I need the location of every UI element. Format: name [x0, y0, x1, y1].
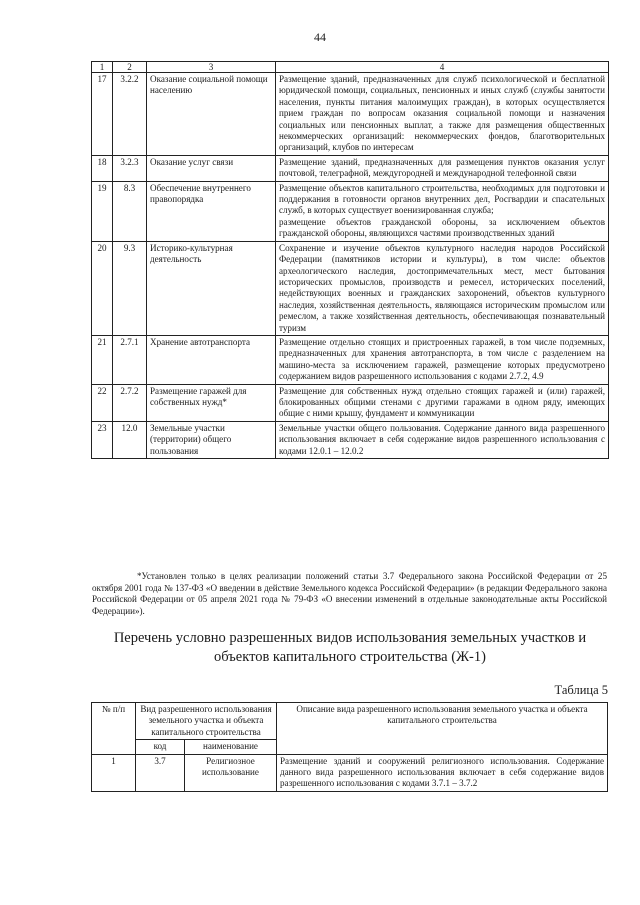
use-description: Сохранение и изучение объектов культурного наследия народов Российской Федерации (памятников истории и культуры), в том числе: объектов археологического наследия, достопримечательных мест, мест бытования исторических промыслов, производств и ремесел, исторических поселений, недействующих военных и гражданских захоронений, объектов культурного наследия, хозяйственная деятельность, являющаяся историческим промыслом или ремеслом, а также хозяйственная деятельность, обеспечивающая познавательный туризм [276, 241, 609, 335]
row-number: 18 [92, 155, 113, 181]
header-cell: 3 [147, 62, 276, 73]
use-description: Размещение зданий и сооружений религиозного использования. Содержание данного вида разрешенного использования включает в себя содержание видов разрешенного использования с кодами 3.7.1 – 3.7.2 [277, 754, 608, 791]
row-number: 20 [92, 241, 113, 335]
table-header-row [92, 62, 609, 73]
table-row [92, 155, 609, 181]
table-row [92, 754, 608, 791]
use-description: Размещение зданий, предназначенных для служб психологической и бесплатной юридической помощи, социальных, пенсионных и иных служб (службы занятости населения, пункты питания малоимущих граждан), в которых осуществляется прием граждан по вопросам оказания социальной помощи и назначения социальных или пенсионных выплат, а также для размещения общественных некоммерческих организаций: некоммерческих фондов, благотворительных организаций, клубов по интересам [276, 73, 609, 156]
use-name: Земельные участки (территории) общего пользования [147, 421, 276, 458]
row-number: 17 [92, 73, 113, 156]
use-description: Размещение для собственных нужд отдельно стоящих гаражей и (или) гаражей, блокированных общими стенами с другими гаражами в одном ряду, имеющих общие с ними крышу, фундамент и коммуникации [276, 384, 609, 421]
section-heading: Перечень условно разрешенных видов использования земельных участков и объектов капитального строительства (Ж-1) [113, 630, 587, 665]
use-description: Размещение отдельно стоящих и пристроенных гаражей, в том числе подземных, предназначенных для хранения автотранспорта, в том числе с разделением на машино-места за исключением гаражей, размещение которых предусмотрено содержанием видов разрешенного использования с кодами 2.7.2, 4.9 [276, 335, 609, 384]
use-code: 3.2.3 [113, 155, 147, 181]
header-use-type: Вид разрешенного использования земельного участка и объекта капитального строительства [136, 703, 277, 740]
row-number: 21 [92, 335, 113, 384]
use-name: Размещение гаражей для собственных нужд* [147, 384, 276, 421]
row-number: 1 [92, 754, 136, 791]
header-cell: 4 [276, 62, 609, 73]
table-caption: Таблица 5 [554, 683, 608, 697]
use-code: 3.7 [136, 754, 185, 791]
header-name: наименование [185, 740, 277, 754]
row-number: 23 [92, 421, 113, 458]
use-description: Размещение зданий, предназначенных для размещения пунктов оказания услуг почтовой, телеграфной, междугородней и международной телефонной связи [276, 155, 609, 181]
use-code: 12.0 [113, 421, 147, 458]
table-header-row [92, 703, 608, 740]
header-description: Описание вида разрешенного использования земельного участка и объекта капитального строительства [277, 703, 608, 755]
use-name: Оказание социальной помощи населению [147, 73, 276, 156]
use-description: Земельные участки общего пользования. Содержание данного вида разрешенного использования включает в себя содержание видов разрешенного использования с кодами 12.0.1 – 12.0.2 [276, 421, 609, 458]
page-number: 44 [314, 30, 326, 44]
use-name: Религиозное использование [185, 754, 277, 791]
row-number: 22 [92, 384, 113, 421]
table-row [92, 384, 609, 421]
table-row [92, 421, 609, 458]
use-code: 2.7.2 [113, 384, 147, 421]
header-number: № п/п [92, 703, 136, 755]
table-row [92, 335, 609, 384]
conditional-use-table [91, 702, 608, 792]
table-row [92, 181, 609, 241]
table-row [92, 241, 609, 335]
use-code: 9.3 [113, 241, 147, 335]
use-name: Оказание услуг связи [147, 155, 276, 181]
use-name: Историко-культурная деятельность [147, 241, 276, 335]
header-cell: 1 [92, 62, 113, 73]
use-description: Размещение объектов капитального строительства, необходимых для подготовки и поддержания в готовности органов внутренних дел, Росгвардии и спасательных служб, в которых существует военизированная служба; размещение объектов гражданской обороны, за исключением объектов гражданской обороны, являющихся частями производственных зданий [276, 181, 609, 241]
table-row [92, 73, 609, 156]
use-name: Обеспечение внутреннего правопорядка [147, 181, 276, 241]
land-use-table [91, 61, 609, 459]
footnote: *Установлен только в целях реализации положений статьи 3.7 Федерального закона Российской Федерации от 25 октября 2001 года № 137-ФЗ «О введении в действие Земельного кодекса Российской Федерации» (в редакции Федерального закона Российской Федерации от 05 апреля 2021 года № 79-ФЗ «О внесении изменений в отдельные законодательные акты Российской Федерации»). [92, 571, 607, 616]
use-name: Хранение автотранспорта [147, 335, 276, 384]
use-code: 2.7.1 [113, 335, 147, 384]
header-code: код [136, 740, 185, 754]
use-code: 8.3 [113, 181, 147, 241]
row-number: 19 [92, 181, 113, 241]
header-cell: 2 [113, 62, 147, 73]
use-code: 3.2.2 [113, 73, 147, 156]
